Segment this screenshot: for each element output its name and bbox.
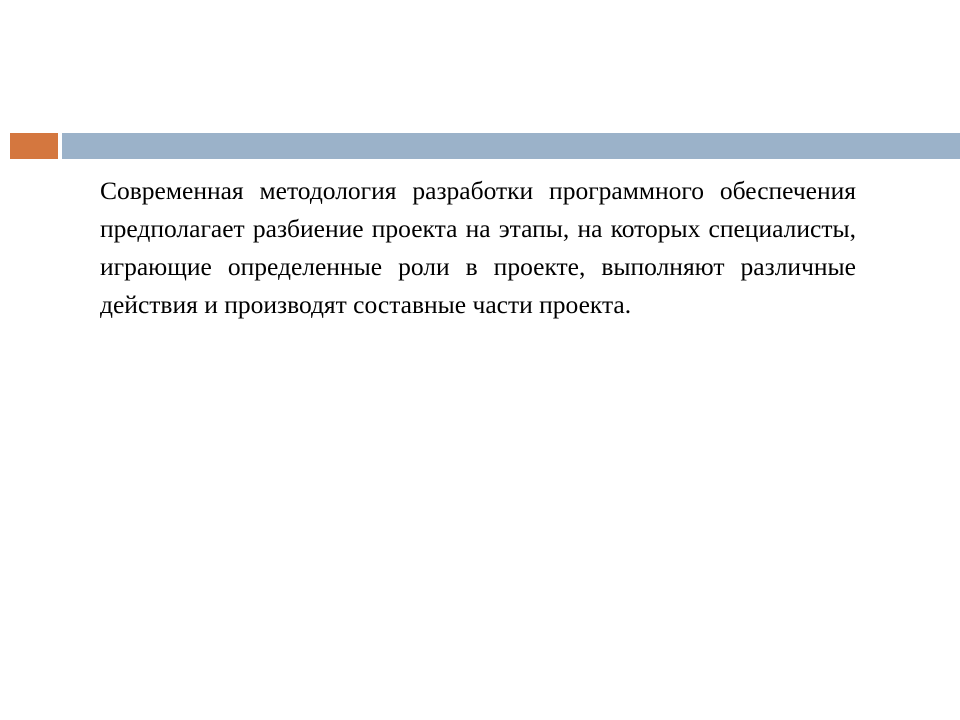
- header-accent-bar: [10, 133, 58, 159]
- body-paragraph: Современная методология разработки программного обеспечения предполагает разбиение проекта на этапы, на которых специалисты, играющие определенные роли в проекте, выполняют различные действия и производят составные части проекта.: [100, 176, 856, 319]
- slide-body-text: [100, 172, 856, 324]
- header-main-bar: [62, 133, 960, 159]
